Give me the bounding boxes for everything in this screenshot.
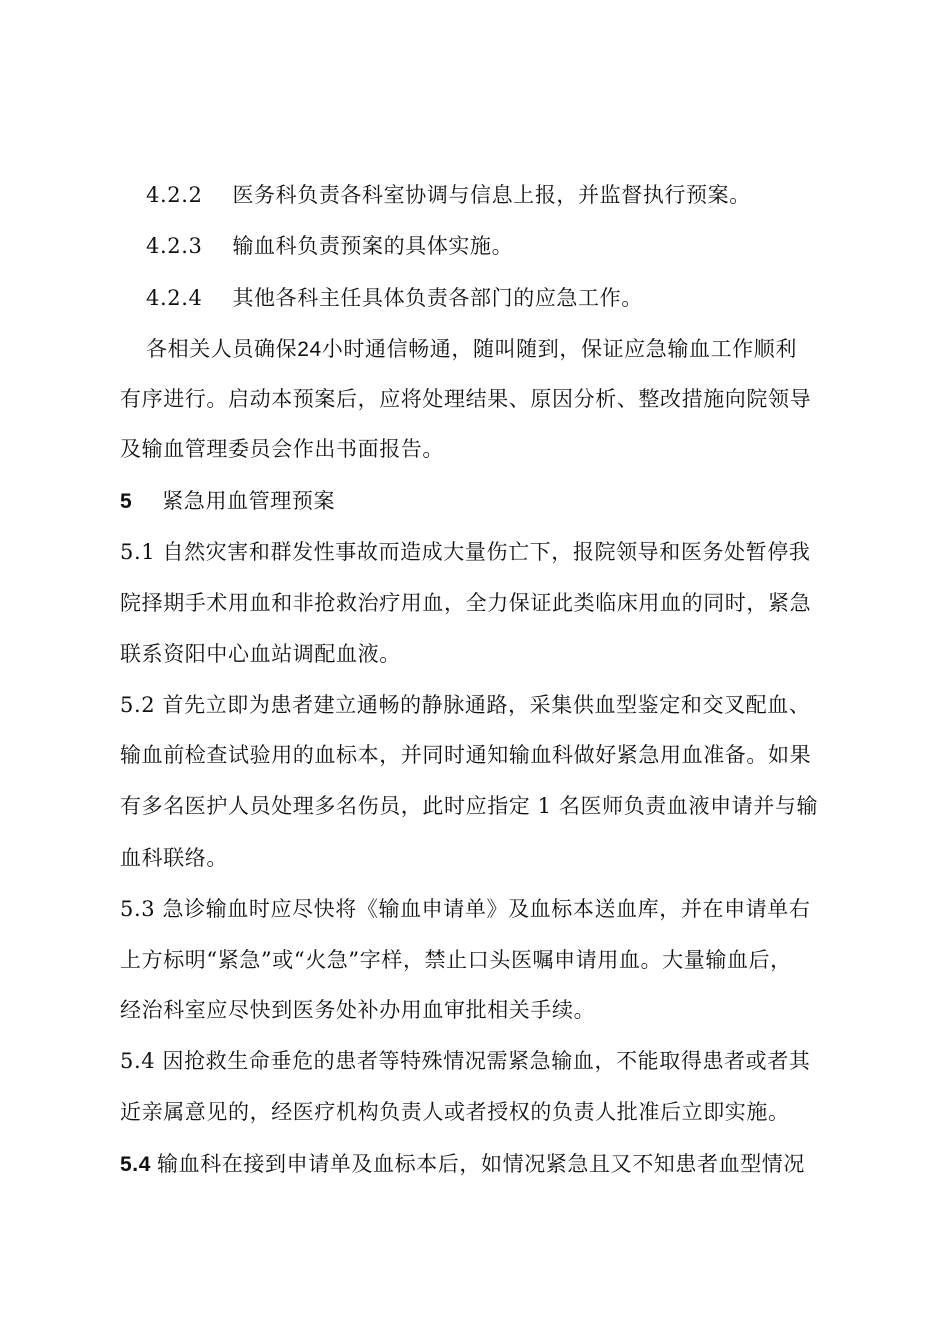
item-text: 医务科负责各科室协调与信息上报，并监督执行预案。 <box>232 183 751 207</box>
paragraph-line: 及输血管理委员会作出书面报告。 <box>120 437 444 461</box>
item-4-2-3 <box>146 231 513 261</box>
paragraph-line: 血科联络。 <box>120 846 228 870</box>
paragraph-line: 上方标明“紧急”或“火急”字样，禁止口头医嘱申请用血。大量输血后， <box>120 948 792 972</box>
section-heading <box>120 486 335 517</box>
item-4-2-2 <box>146 180 751 210</box>
section-title: 紧急用血管理预案 <box>162 489 336 513</box>
paragraph-line: 输血前检查试验用的血标本，并同时通知输血科做好紧急用血准备。如果 <box>120 743 812 767</box>
paragraph-line: 院择期手术用血和非抢救治疗用血，全力保证此类临床用血的同时，紧急 <box>120 591 812 615</box>
section-number: 5.4 <box>120 1153 151 1176</box>
item-text: 其他各科主任具体负责各部门的应急工作。 <box>232 286 643 310</box>
paragraph-line: 近亲属意见的，经医疗机构负责人或者授权的负责人批准后立即实施。 <box>120 1100 790 1124</box>
paragraph-line: 经治科室应尽快到医务处补办用血审批相关手续。 <box>120 998 596 1022</box>
item-4-2-4 <box>146 283 643 313</box>
paragraph-line: 5.3 急诊输血时应尽快将《输血申请单》及血标本送血库，并在申请单右 <box>120 897 811 921</box>
hours-number: 24 <box>297 338 322 361</box>
paragraph-line: 5.2 首先立即为患者建立通畅的静脉通路，采集供血型鉴定和交叉配血、 <box>120 693 811 717</box>
paragraph-line: 5.4 因抢救生命垂危的患者等特殊情况需紧急输血，不能取得患者或者其 <box>120 1049 811 1073</box>
section-number: 5 <box>120 490 133 513</box>
item-text: 输血科负责预案的具体实施。 <box>232 234 514 258</box>
paragraph-line: 5.4 输血科在接到申请单及血标本后，如情况紧急且又不知患者血型情况 <box>120 1152 805 1176</box>
paragraph-line: 联系资阳中心血站调配血液。 <box>120 642 401 666</box>
item-number: 4.2.4 <box>146 286 203 310</box>
paragraph-line: 有多名医护人员处理多名伤员，此时应指定 1 名医师负责血液申请并与输 <box>120 794 819 818</box>
item-number: 4.2.3 <box>146 234 203 258</box>
paragraph-line: 有序进行。启动本预案后，应将处理结果、原因分析、整改措施向院领导 <box>120 387 812 411</box>
paragraph-line: 5.1 自然灾害和群发性事故而造成大量伤亡下，报院领导和医务处暂停我 <box>120 540 811 564</box>
paragraph-line: 各相关人员确保24小时通信畅通，随叫随到，保证应急输血工作顺利 <box>146 337 797 361</box>
item-number: 4.2.2 <box>146 183 203 207</box>
